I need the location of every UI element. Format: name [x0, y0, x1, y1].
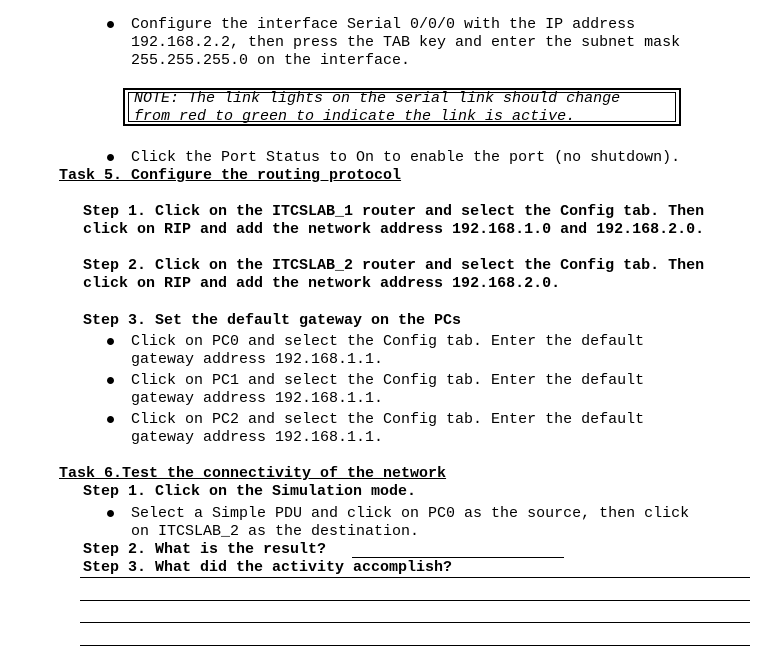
task5-step3: Step 3. Set the default gateway on the PCs — [83, 312, 462, 329]
task5-step1-line-1: Step 1. Click on the ITCSLAB_1 router and select the Config tab. Then — [83, 203, 705, 220]
bullet-dot-icon — [107, 510, 114, 517]
answer-line[interactable] — [80, 600, 750, 601]
answer-line[interactable] — [80, 622, 750, 623]
bullet-dot-icon — [107, 154, 114, 161]
pc0-bullet-line-1: Click on PC0 and select the Config tab. Enter the default — [131, 333, 645, 350]
task5-title: Task 5. Configure the routing protocol — [59, 167, 402, 184]
answer-blank-step2[interactable] — [352, 557, 564, 558]
bullet-dot-icon — [107, 416, 114, 423]
task6-step3: Step 3. What did the activity accomplish? — [83, 559, 453, 576]
task5-step2-line-1: Step 2. Click on the ITCSLAB_2 router and select the Config tab. Then — [83, 257, 705, 274]
bullet-dot-icon — [107, 377, 114, 384]
bullet-dot-icon — [107, 338, 114, 345]
note-line-1: NOTE: The link lights on the serial link should change — [134, 90, 621, 107]
pc2-bullet-line-2: gateway address 192.168.1.1. — [131, 429, 384, 446]
answer-line[interactable] — [80, 645, 750, 646]
pc1-bullet-line-2: gateway address 192.168.1.1. — [131, 390, 384, 407]
task6-title: Task 6.Test the connectivity of the network — [59, 465, 447, 482]
task5-step1-line-2: click on RIP and add the network address 192.168.1.0 and 192.168.2.0. — [83, 221, 705, 238]
task6-step2: Step 2. What is the result? — [83, 541, 327, 558]
task6-step1: Step 1. Click on the Simulation mode. — [83, 483, 417, 500]
note-line-2: from red to green to indicate the link is active. — [134, 108, 576, 125]
bullet-dot-icon — [107, 21, 114, 28]
pdu-bullet-line-1: Select a Simple PDU and click on PC0 as the source, then click — [131, 505, 690, 522]
pc2-bullet-line-1: Click on PC2 and select the Config tab. Enter the default — [131, 411, 645, 428]
pc0-bullet-line-2: gateway address 192.168.1.1. — [131, 351, 384, 368]
pc1-bullet-line-1: Click on PC1 and select the Config tab. Enter the default — [131, 372, 645, 389]
serial-bullet-line-3: 255.255.255.0 on the interface. — [131, 52, 411, 69]
task5-step2-line-2: click on RIP and add the network address 192.168.2.0. — [83, 275, 561, 292]
port-status-bullet: Click the Port Status to On to enable the port (no shutdown). — [131, 149, 681, 166]
pdu-bullet-line-2: on ITCSLAB_2 as the destination. — [131, 523, 420, 540]
answer-line[interactable] — [80, 577, 750, 578]
serial-bullet-line-1: Configure the interface Serial 0/0/0 with the IP address — [131, 16, 636, 33]
serial-bullet-line-2: 192.168.2.2, then press the TAB key and enter the subnet mask — [131, 34, 681, 51]
